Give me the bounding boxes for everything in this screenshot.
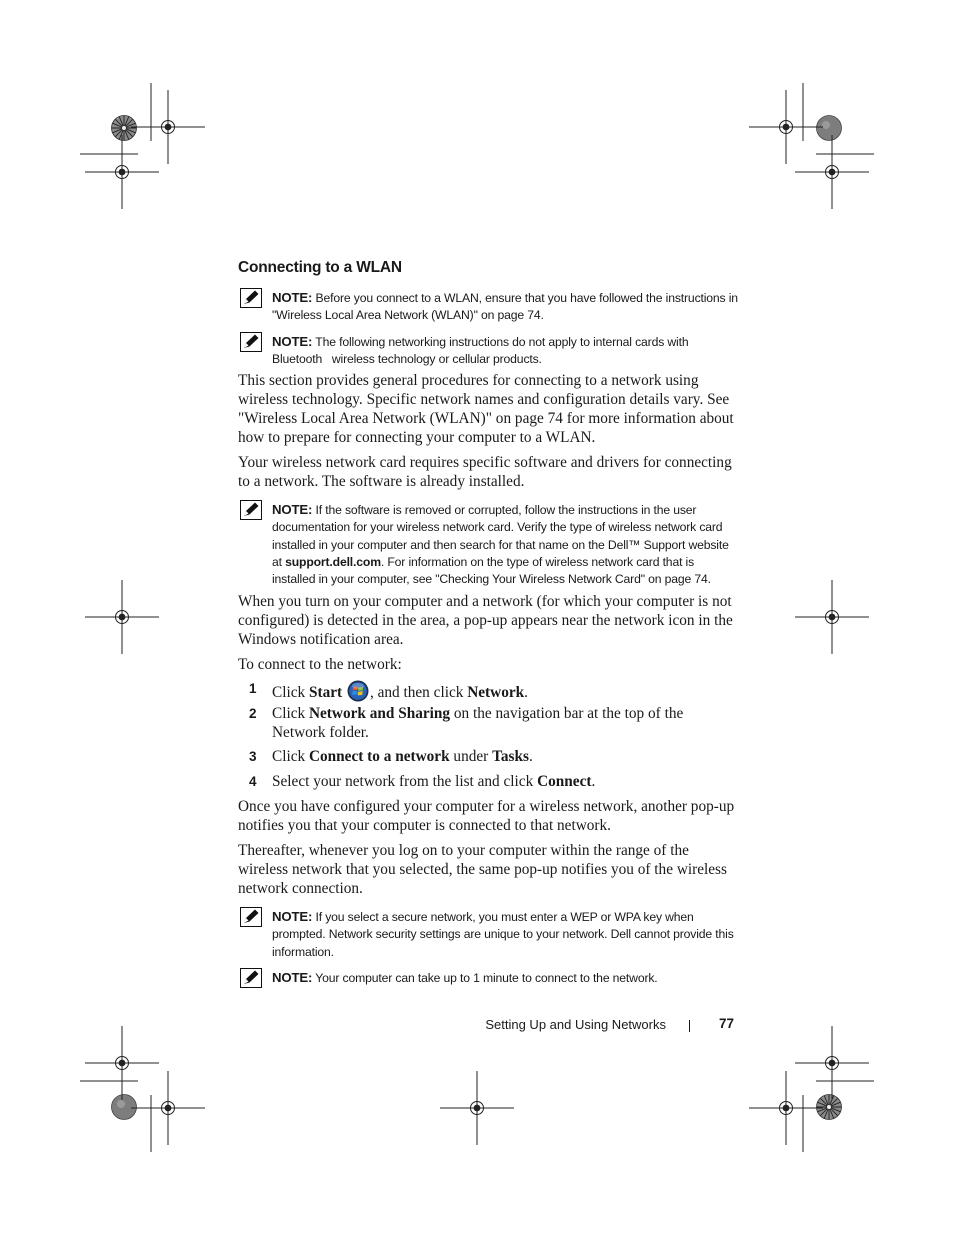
step-item (238, 705, 738, 743)
step-number: 2 (249, 706, 257, 721)
step-text: . (528, 748, 533, 765)
pencil-note-icon (240, 968, 262, 988)
note (238, 287, 738, 325)
note-label: NOTE: (272, 334, 313, 349)
gray-dot-mark-icon (112, 1095, 137, 1120)
registration-mark-icon (795, 580, 869, 654)
tasks-label: Tasks (492, 748, 529, 765)
starburst-mark-icon (817, 1095, 842, 1120)
note-text: Before you connect to a WLAN, ensure that you have followed the instructions in "Wireless Local Area Network (WLAN)" on page 74. (272, 291, 738, 323)
note-text: If the software is removed or corrupted, follow the instructions in the user documentation for your wireless network card. Verify the type of wireless network card installed in your computer and then search for that name on the Dell™ Support website at (272, 503, 729, 569)
note-label: NOTE: (272, 502, 313, 517)
registration-mark-icon (131, 90, 205, 164)
popup-paragraph: When you turn on your computer and a network (for which your computer is not configured) is detected in the area, a pop-up appears near the network icon in the Windows notification area. (238, 593, 733, 648)
support-link[interactable]: support.dell.com (285, 554, 381, 569)
to-connect-paragraph: To connect to the network: (238, 656, 402, 673)
registration-mark-icon (749, 90, 823, 164)
starburst-mark-icon (112, 116, 137, 141)
note (238, 499, 738, 588)
software-paragraph: Your wireless network card requires specific software and drivers for connecting to a network. The software is already installed. (238, 454, 732, 490)
registration-mark-icon (85, 135, 159, 209)
registration-mark-icon (131, 1071, 205, 1145)
step-item (238, 773, 738, 792)
connect-to-network-label: Connect to a network (308, 748, 450, 765)
configured-paragraph: Once you have configured your computer for a wireless network, another pop-up notifies you that your computer is connected to that network. (238, 798, 735, 834)
note-text: If you select a secure network, you must enter a WEP or WPA key when prompted. Network security settings are unique to your network. Dell cannot provide this information. (272, 910, 734, 959)
page-footer (238, 1015, 734, 1035)
step-text: Select your network from the list and click (272, 773, 538, 790)
thereafter-paragraph: Thereafter, whenever you log on to your computer within the range of the wireless network that you selected, the same pop-up notifies you of the wireless network connection. (238, 842, 727, 897)
network-and-sharing-label: Network and Sharing (308, 705, 451, 722)
step-item (238, 680, 738, 703)
step-number: 1 (249, 681, 257, 696)
pencil-note-icon (240, 332, 262, 352)
footer-chapter-title: Setting Up and Using Networks (485, 1017, 666, 1032)
step-number: 4 (249, 774, 257, 789)
note (238, 967, 738, 987)
step-text: . (524, 684, 528, 701)
network-label: Network (467, 684, 525, 701)
step-text: . (591, 773, 596, 790)
page-number: 77 (718, 1016, 734, 1031)
registration-mark-icon (795, 135, 869, 209)
note-label: NOTE: (272, 290, 313, 305)
registration-mark-icon (795, 1026, 869, 1100)
step-text: , and then click (369, 684, 468, 701)
step-item (238, 748, 738, 767)
windows-start-orb-icon (347, 680, 369, 702)
step-text: Click (272, 705, 309, 722)
footer-divider (689, 1020, 690, 1032)
registration-mark-icon (85, 580, 159, 654)
pencil-note-icon (240, 907, 262, 927)
note-text: . For information on the type of wireless network card that is installed in your computer, see "Checking Your Wireless Network Card" on page 74. (272, 554, 711, 587)
note (238, 906, 738, 961)
step-number: 3 (249, 749, 257, 764)
registration-mark-icon (749, 1071, 823, 1145)
note-text: Your computer can take up to 1 minute to connect to the network. (312, 971, 658, 985)
note-label: NOTE: (272, 909, 313, 924)
step-text: Click (272, 748, 309, 765)
gray-dot-mark-icon (817, 116, 842, 141)
pencil-note-icon (240, 500, 262, 520)
note (238, 331, 738, 369)
intro-paragraph: This section provides general procedures for connecting to a network using wireless technology. Specific network names and configuration details vary. See "Wireless Local Area Network (WLAN)" on page 74 for more information about how to prepare for connecting your computer to a WLAN. (238, 372, 734, 446)
note-label: NOTE: (272, 970, 313, 985)
step-text: Click (272, 684, 309, 701)
start-label: Start (308, 684, 343, 701)
registration-mark-icon (85, 1026, 159, 1100)
registration-mark-icon (440, 1071, 514, 1145)
step-text: on the navigation bar at the top of the Network folder. (272, 705, 684, 741)
note-text: The following networking instructions do not apply to internal cards with Bluetooth wireless technology or cellular products. (272, 335, 689, 367)
step-text: under (449, 748, 493, 765)
connect-label: Connect (537, 773, 592, 790)
section-heading: Connecting to a WLAN (238, 259, 402, 276)
pencil-note-icon (240, 288, 262, 308)
